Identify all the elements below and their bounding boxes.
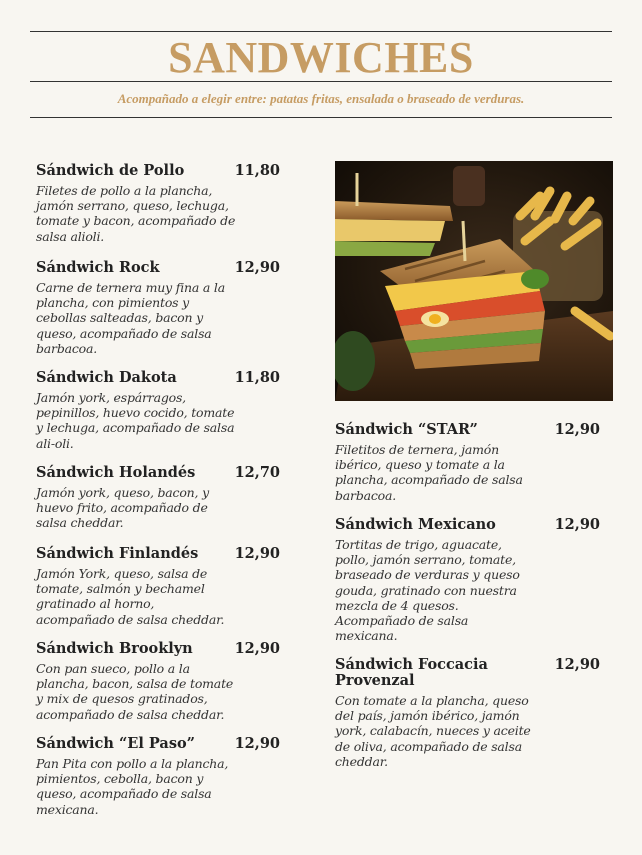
item-description: Carne de ternera muy fina a la plancha, con pimientos y cebollas salteadas, bacon y queso, acompañado de salsa barbacoa.: [36, 280, 225, 356]
title-rule: [30, 81, 612, 82]
right-column: [335, 422, 600, 769]
item-name: Sándwich Dakota: [36, 369, 177, 386]
item-name: Sándwich Foccacia Provenzal: [335, 656, 488, 689]
top-rule: [30, 31, 612, 32]
item-price: 12,90: [234, 640, 280, 657]
item-description: Con tomate a la plancha, queso del país, jamón ibérico, jamón york, calabacín, nueces y aceite de oliva, acompañado de salsa cheddar.: [335, 693, 531, 769]
item-name: Sándwich Holandés: [36, 464, 196, 481]
item-description: Tortitas de trigo, aguacate, pollo, jamón serrano, tomate, braseado de verduras y queso gouda, gratinado con nuestra mezcla de 4 quesos. Acompañado de salsa mexicana.: [335, 537, 520, 644]
item-price: 11,80: [234, 369, 280, 386]
item-description: Filetes de pollo a la plancha, jamón serrano, queso, lechuga, tomate y bacon, acompañado de salsa alioli.: [36, 183, 236, 244]
menu-item: [335, 422, 600, 517]
item-price: 12,90: [234, 259, 280, 276]
menu-item: [36, 465, 280, 546]
item-description: Jamón york, espárragos, pepinillos, huevo cocido, tomate y lechuga, acompañado de salsa ali-oli.: [36, 390, 235, 451]
item-name: Sándwich de Pollo: [36, 162, 185, 179]
left-column: [36, 163, 280, 817]
page-subtitle: Acompañado a elegir entre: patatas fritas, ensalada o braseado de verduras.: [117, 91, 525, 106]
club-sandwich-image: [335, 161, 613, 401]
item-price: 12,90: [234, 735, 280, 752]
item-name: Sándwich Brooklyn: [36, 640, 193, 657]
item-description: Jamón York, queso, salsa de tomate, salmón y bechamel gratinado al horno, acompañado de salsa cheddar.: [36, 566, 225, 627]
menu-item: [335, 657, 600, 769]
item-price: 12,90: [554, 656, 600, 673]
item-description: Filetitos de ternera, jamón ibérico, queso y tomate a la plancha, acompañado de salsa barbacoa.: [335, 442, 523, 503]
item-price: 11,80: [234, 162, 280, 179]
menu-item: [36, 260, 280, 370]
menu-item: [36, 163, 280, 260]
item-price: 12,90: [554, 421, 600, 438]
item-price: 12,70: [234, 464, 280, 481]
item-description: Con pan sueco, pollo a la plancha, bacon, salsa de tomate y mix de quesos gratinados, acompañado de salsa cheddar.: [36, 661, 234, 722]
item-name: Sándwich “El Paso”: [36, 735, 195, 752]
menu-item: [36, 370, 280, 465]
item-name: Sándwich “STAR”: [335, 421, 478, 438]
menu-item: [36, 641, 280, 736]
item-price: 12,90: [234, 545, 280, 562]
item-name: Sándwich Finlandés: [36, 545, 199, 562]
item-name: Sándwich Rock: [36, 259, 160, 276]
item-description: Jamón york, queso, bacon, y huevo frito, acompañado de salsa cheddar.: [36, 485, 209, 531]
item-price: 12,90: [554, 516, 600, 533]
menu-item: [36, 546, 280, 641]
sandwich-photo: [335, 161, 613, 401]
item-description: Pan Pita con pollo a la plancha, pimientos, cebolla, bacon y queso, acompañado de salsa mexicana.: [36, 756, 229, 817]
menu-item: [335, 517, 600, 657]
item-name: Sándwich Mexicano: [335, 516, 496, 533]
menu-item: [36, 736, 280, 817]
subtitle-rule: [30, 117, 612, 118]
page-title: SANDWICHES: [168, 33, 474, 82]
